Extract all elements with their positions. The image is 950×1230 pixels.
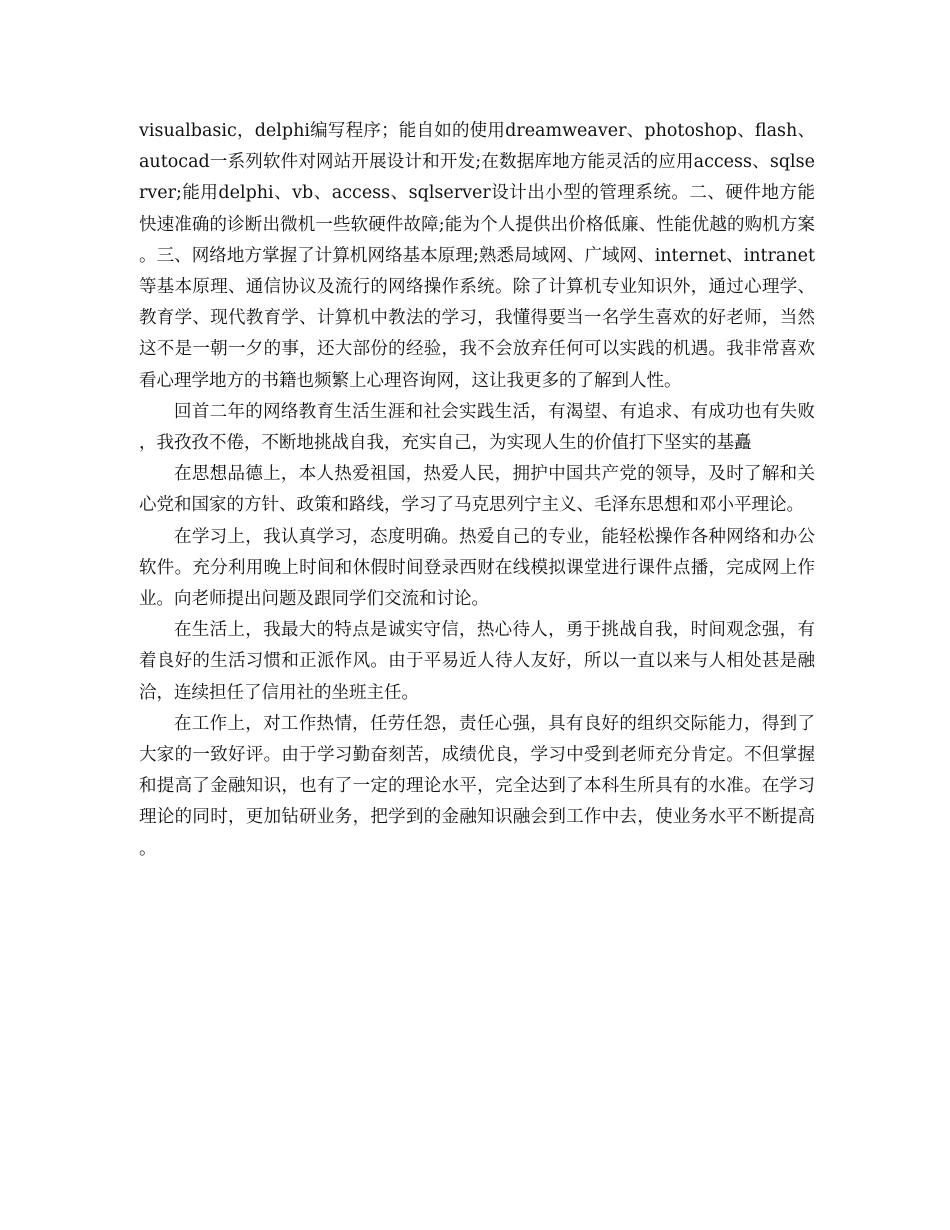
paragraph-life: 在生活上，我最大的特点是诚实守信，热心待人，勇于挑战自我，时间观念强，有着良好的生活习惯和正派作风。由于平易近人待人友好，所以一直以来与人相处甚是融洽，连续担任了信用社的坐班主任。: [139, 620, 815, 703]
paragraph-study: 在学习上，我认真学习，态度明确。热爱自己的专业，能轻松操作各种网络和办公软件。充分利用晚上时间和休假时间登录西财在线模拟课堂进行课件点播，完成网上作业。向老师提出问题及跟同学们交流和讨论。: [139, 526, 815, 610]
paragraph-review: 回首二年的网络教育生活生涯和社会实践生活，有渴望、有追求、有成功也有失败，我孜孜不倦，不断地挑战自我，充实自己，为实现人生的价值打下坚实的基矗: [139, 401, 815, 454]
paragraph-work: 在工作上，对工作热情，任劳任怨，责任心强，具有良好的组织交际能力，得到了大家的一致好评。由于学习勤奋刻苦，成绩优良，学习中受到老师充分肯定。不但掌握和提高了金融知识，也有了一定的理论水平，完全达到了本科生所具有的水准。在学习理论的同时，更加钻研业务，把学到的金融知识融会到工作中去，使业务水平不断提高。: [139, 713, 815, 859]
document-page: [139, 116, 815, 865]
paragraph-ideology: 在思想品德上，本人热爱祖国，热爱人民，拥护中国共产党的领导，及时了解和关心党和国家的方针、政策和路线，学习了马克思列宁主义、毛泽东思想和邓小平理论。: [139, 464, 815, 516]
paragraph-skills: visualbasic，delphi编写程序；能自如的使用dreamweaver、photoshop、flash、autocad一系列软件对网站开展设计和开发;在数据库地方能灵活的应用access、sqlserver;能用delphi、vb、access、sqlserver设计出小型的管理系统。二、硬件地方能快速准确的诊断出微机一些软硬件故障;能为个人提供出价格低廉、性能优越的购机方案。三、网络地方掌握了计算机网络基本原理;熟悉局域网、广域网、internet、intranet等基本原理、通信协议及流行的网络操作系统。除了计算机专业知识外，通过心理学、教育学、现代教育学、计算机中教法的学习，我懂得要当一名学生喜欢的好老师，当然这不是一朝一夕的事，还大部份的经验，我不会放弃任何可以实践的机遇。我非常喜欢看心理学地方的书籍也频繁上心理咨询网，这让我更多的了解到人性。: [139, 121, 815, 391]
